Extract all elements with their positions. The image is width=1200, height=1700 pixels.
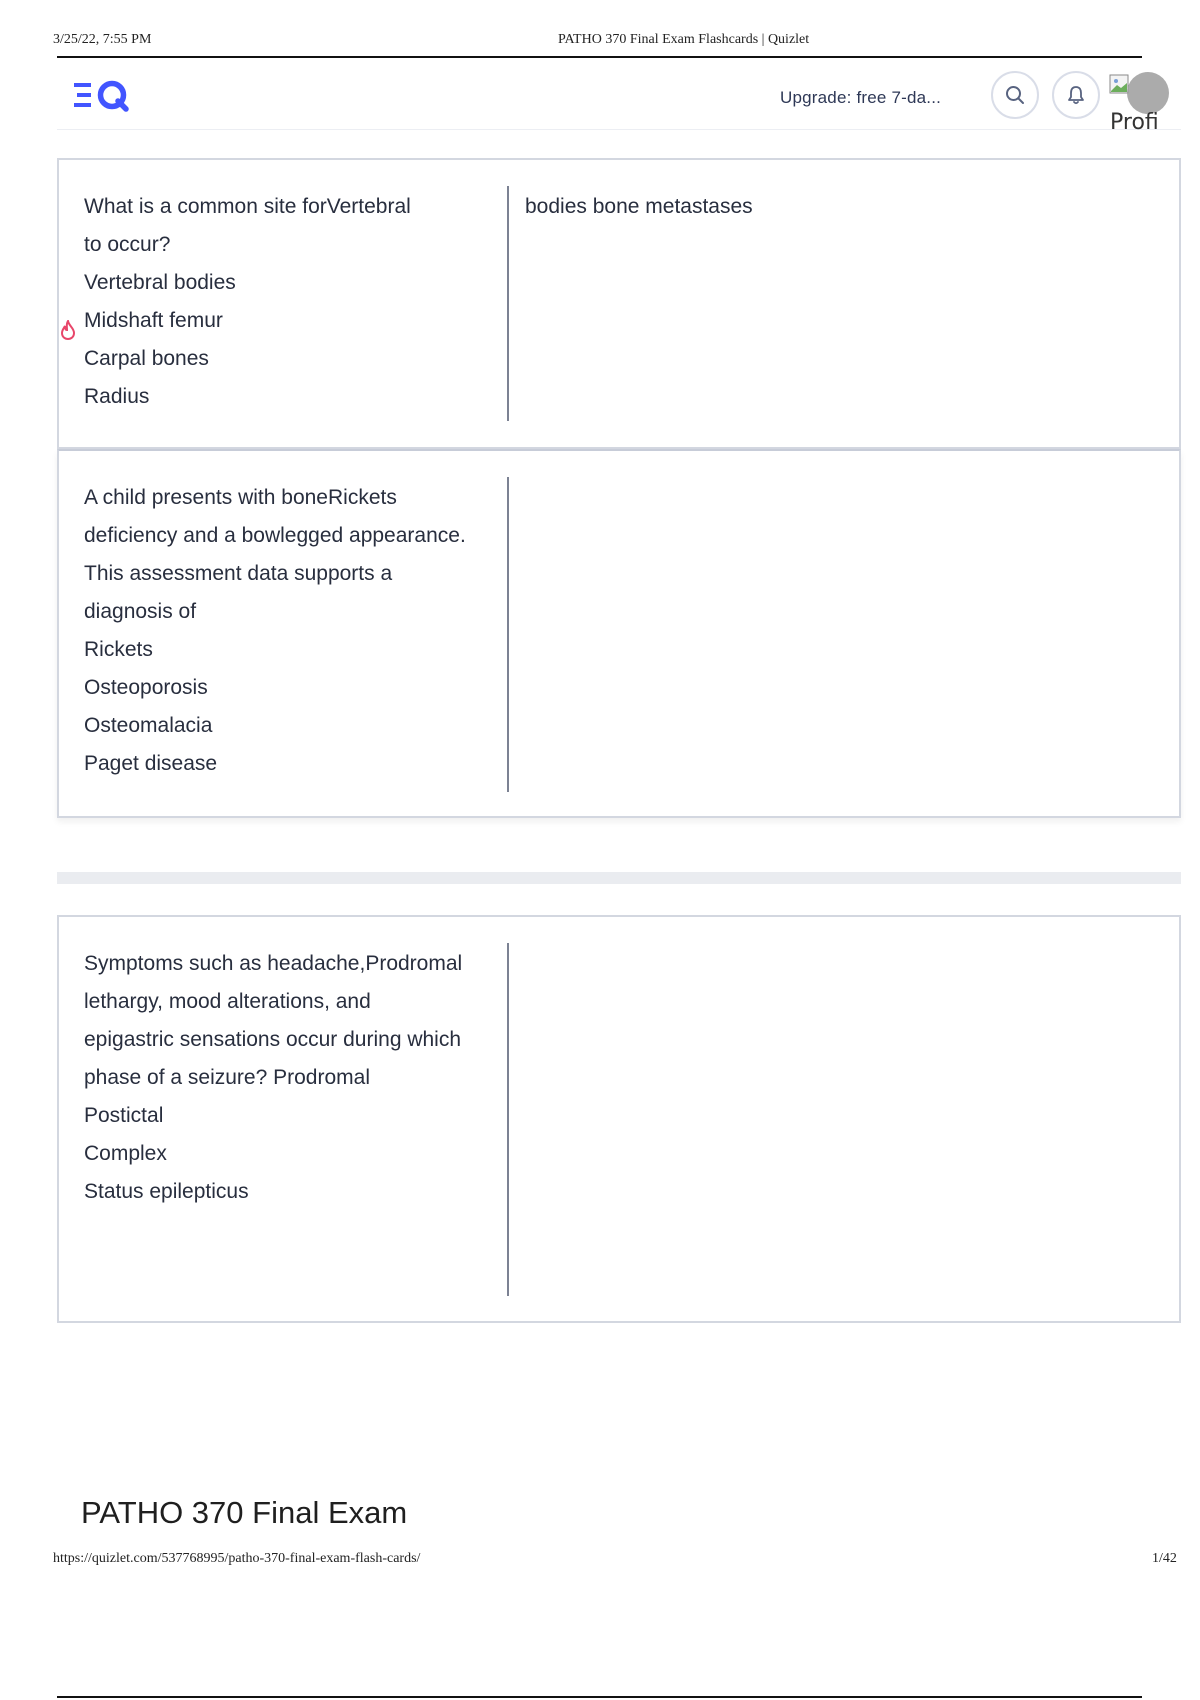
term-line: lethargy, mood alterations, and xyxy=(84,990,371,1013)
card-term xyxy=(84,945,504,1211)
term-line: Vertebral bodies xyxy=(84,271,236,294)
term-line: Radius xyxy=(84,385,150,408)
term-line: A child presents with boneRickets xyxy=(84,486,397,509)
avatar-alt-text: Profi xyxy=(1110,110,1159,135)
flashcard-3[interactable] xyxy=(57,915,1181,1323)
print-footer-rule xyxy=(57,1696,1142,1698)
flashcard-2[interactable] xyxy=(57,449,1181,818)
search-button[interactable] xyxy=(991,71,1039,119)
card-term xyxy=(84,188,504,416)
notifications-button[interactable] xyxy=(1052,71,1100,119)
card-definition: bodies bone metastases xyxy=(525,195,753,218)
term-line: Complex xyxy=(84,1142,167,1165)
term-line: epigastric sensations occur during which xyxy=(84,1028,462,1051)
term-line: phase of a seizure? Prodromal xyxy=(84,1066,370,1089)
term-line: to occur? xyxy=(84,233,171,256)
term-line: Midshaft femur xyxy=(84,309,223,332)
page-number: 1/42 xyxy=(1152,1551,1177,1566)
print-header xyxy=(0,32,1200,52)
card-term xyxy=(84,479,504,783)
term-line: Paget disease xyxy=(84,752,218,775)
print-footer xyxy=(0,1551,1200,1571)
avatar-image xyxy=(1127,72,1169,114)
card-divider xyxy=(507,186,509,421)
flashcard-1[interactable] xyxy=(57,158,1181,449)
quizlet-logo-icon[interactable] xyxy=(74,78,136,112)
term-line: Rickets xyxy=(84,638,153,661)
term-line: Status epilepticus xyxy=(84,1180,249,1203)
bell-icon xyxy=(1065,84,1087,106)
term-line: deficiency and a bowlegged appearance. xyxy=(84,524,466,547)
top-navigation-bar xyxy=(57,64,1181,135)
term-line: This assessment data supports a xyxy=(84,562,393,585)
flame-icon xyxy=(60,320,76,340)
print-header-rule xyxy=(57,56,1142,58)
term-line: Osteoporosis xyxy=(84,676,208,699)
search-icon xyxy=(1004,84,1026,106)
term-line: Postictal xyxy=(84,1104,164,1127)
card-divider xyxy=(507,943,509,1296)
term-line: What is a common site forVertebral xyxy=(84,195,411,218)
set-title: PATHO 370 Final Exam xyxy=(81,1495,408,1530)
term-line: Osteomalacia xyxy=(84,714,213,737)
term-line: diagnosis of xyxy=(84,600,197,623)
print-date: 3/25/22, 7:55 PM xyxy=(53,32,152,47)
term-line: Symptoms such as headache,Prodromal xyxy=(84,952,463,975)
card-divider xyxy=(507,477,509,792)
upgrade-link[interactable]: Upgrade: free 7-da... xyxy=(780,88,942,107)
section-separator xyxy=(57,872,1181,884)
print-document-title: PATHO 370 Final Exam Flashcards | Quizlet xyxy=(558,32,810,47)
profile-avatar-button[interactable] xyxy=(1107,70,1179,135)
term-line: Carpal bones xyxy=(84,347,209,370)
print-url: https://quizlet.com/537768995/patho-370-final-exam-flash-cards/ xyxy=(53,1551,421,1566)
